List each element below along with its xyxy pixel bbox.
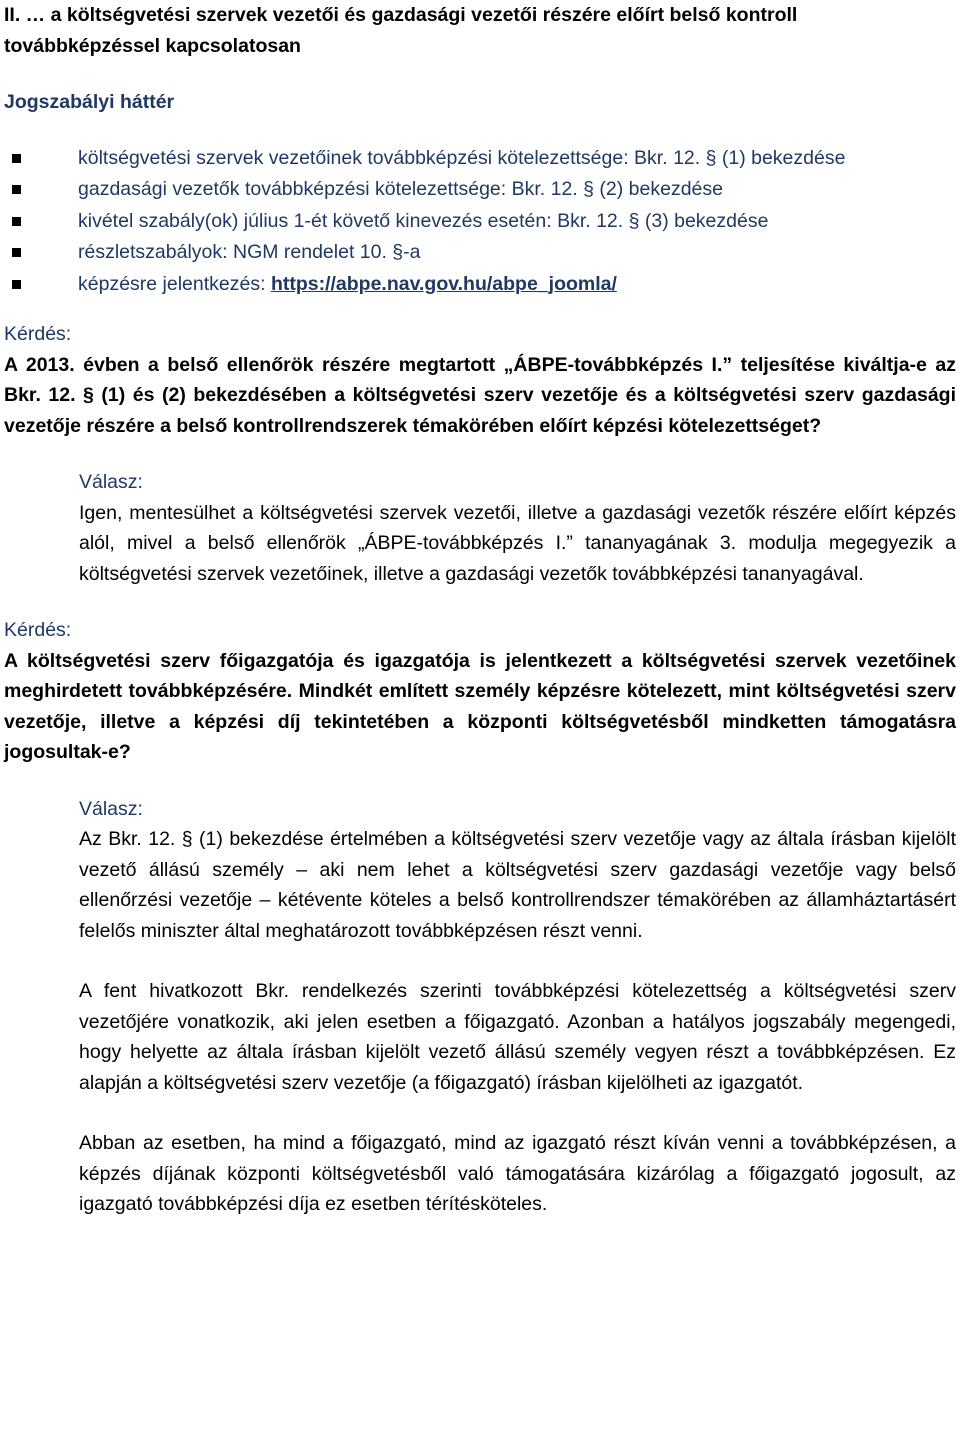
answer-text: Igen, mentesülhet a költségvetési szervek vezetői, illetve a gazdasági vezetők részére előírt képzés alól, mivel a belső ellenőrök „ÁBPE-továbbképzés I.” tananyagának 3. modulja megegyezik a költségvetési szervek vezetőinek, illetve a gazdasági vezetők továbbképzési tananyagával. — [79, 501, 956, 585]
question-text: A 2013. évben a belső ellenőrök részére megtartott „ÁBPE-továbbképzés I.” teljesítése kiváltja-e az Bkr. 12. § (1) és (2) bekezdésében a költségvetési szerv vezetője és a költségvetési szerv gazdasági vezetője részére a belső kontrollrendszerek témakörében előírt képzési kötelezettséget? — [4, 353, 956, 437]
list-item: gazdasági vezetők továbbképzési kötelezettsége: Bkr. 12. § (2) bekezdése — [78, 174, 956, 206]
answer-paragraph: Az Bkr. 12. § (1) bekezdése értelmében a költségvetési szerv vezetője vagy az általa írásban kijelölt vezető állású személy – aki nem lehet a költségvetési szerv gazdasági vezetője vagy belső ellenőrzési vezetője – kétévente köteles a belső kontrollrendszer témakörében az államháztartásért felelős miniszter által meghatározott továbbképzésen részt venni. — [79, 828, 956, 942]
registration-label: képzésre jelentkezés: — [78, 272, 271, 295]
answer-label: Válasz: — [79, 471, 143, 493]
section-title: II. … a költségvetési szervek vezetői és gazdasági vezetői részére előírt belső kontroll továbbképzéssel kapcsolatosan — [4, 4, 798, 57]
list-item: kivétel szabály(ok) július 1-ét követő kinevezés esetén: Bkr. 12. § (3) bekezdése — [78, 206, 956, 238]
question-text: A költségvetési szerv főigazgatója és igazgatója is jelentkezett a költségvetési szervek vezetőinek meghirdetett továbbképzésére. Mindkét említett személy képzésre kötelezett, mint költségvetési szerv vezetője, illetve a képzési díj tekintetében a központi költségvetésből mindketten támogatásra jogosultak-e? — [4, 649, 956, 763]
list-item-registration — [78, 269, 956, 301]
answer-label: Válasz: — [79, 797, 143, 820]
legal-background-heading: Jogszabályi háttér — [4, 91, 175, 113]
registration-link[interactable]: https://abpe.nav.gov.hu/abpe_joomla/ — [270, 272, 617, 295]
legal-background-list — [4, 143, 956, 301]
list-item: költségvetési szervek vezetőinek továbbképzési kötelezettsége: Bkr. 12. § (1) bekezdése — [78, 143, 956, 175]
answer-paragraph: Abban az esetben, ha mind a főigazgató, mind az igazgató részt kíván venni a továbbképzésen, a képzés díjának központi költségvetésből való támogatására kizárólag a főigazgató jogosult, az igazgató továbbképzési díja ez esetben térítésköteles. — [79, 1132, 956, 1215]
list-item: részletszabályok: NGM rendelet 10. §-a — [78, 237, 956, 269]
answer-paragraph: A fent hivatkozott Bkr. rendelkezés szerinti továbbképzési kötelezettség a költségvetési szerv vezetőjére vonatkozik, aki jelen esetben a főigazgató. Azonban a hatályos jogszabály megengedi, hogy helyette az általa írásban kijelölt vezető állású személy vegyen részt a továbbképzésen. Ez alapján a költségvetési szerv vezetője (a főigazgató) írásban kijelölheti az igazgatót. — [79, 980, 956, 1094]
question-label: Kérdés: — [4, 323, 72, 345]
question-label: Kérdés: — [4, 619, 72, 641]
